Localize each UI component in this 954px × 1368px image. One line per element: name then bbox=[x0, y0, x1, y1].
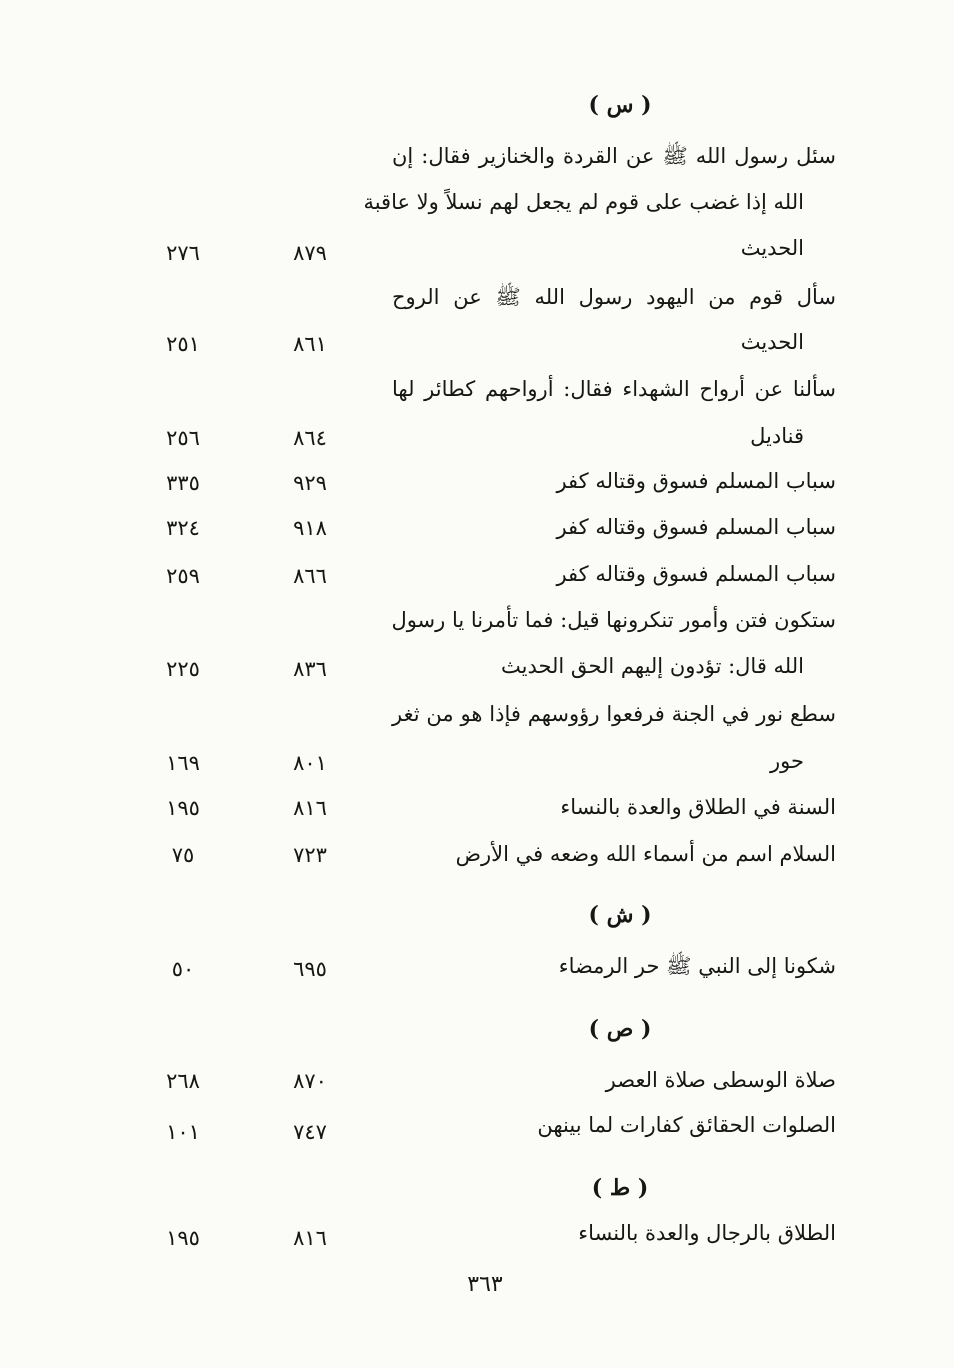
entry-text: الحديث bbox=[740, 236, 804, 260]
entry-text: سطع نور في الجنة فرفعوا رؤوسهم فإذا هو من ثغر bbox=[392, 702, 836, 726]
hadith-number: ٩١٨ bbox=[293, 516, 327, 540]
hadith-number: ٨٦٦ bbox=[293, 564, 327, 588]
entry-text: شكونا إلى النبي ﷺ حر الرمضاء bbox=[558, 954, 836, 978]
page-ref: ١٦٩ bbox=[166, 751, 200, 775]
hadith-number: ٨٧٩ bbox=[293, 241, 327, 265]
entry-text: السلام اسم من أسماء الله وضعه في الأرض bbox=[455, 842, 836, 866]
entry-text: سأل قوم من اليهود رسول الله ﷺ عن الروح bbox=[392, 285, 836, 309]
entry-text: الحديث bbox=[740, 330, 804, 354]
section-letter-sad: ( ص ) bbox=[588, 1016, 652, 1042]
hadith-number: ٧٤٧ bbox=[293, 1120, 327, 1144]
page-number: ٣٦٣ bbox=[467, 1272, 503, 1297]
page-ref: ٣٢٤ bbox=[166, 516, 200, 540]
hadith-number: ٧٢٣ bbox=[293, 843, 327, 867]
entry-text: سباب المسلم فسوق وقتاله كفر bbox=[556, 515, 836, 539]
page-ref: ٢٧٦ bbox=[166, 241, 200, 265]
page-ref: ٣٣٥ bbox=[166, 471, 200, 495]
page-ref: ١٩٥ bbox=[166, 796, 200, 820]
page-ref: ٥٠ bbox=[171, 957, 195, 981]
hadith-number: ٨١٦ bbox=[293, 1226, 327, 1250]
hadith-number: ٨٧٠ bbox=[293, 1069, 327, 1093]
page-ref: ٢٢٥ bbox=[166, 657, 200, 681]
entry-text: سباب المسلم فسوق وقتاله كفر bbox=[556, 469, 836, 493]
hadith-number: ٨٠١ bbox=[293, 751, 327, 775]
entry-text: الله إذا غضب على قوم لم يجعل لهم نسلاً ولا عاقبة bbox=[363, 190, 804, 214]
page-ref: ٢٥١ bbox=[166, 332, 200, 356]
page-ref: ١٩٥ bbox=[166, 1226, 200, 1250]
entry-text: حور bbox=[770, 749, 804, 773]
entry-text: الطلاق بالرجال والعدة بالنساء bbox=[578, 1221, 836, 1245]
entry-text: سباب المسلم فسوق وقتاله كفر bbox=[556, 562, 836, 586]
entry-text: سئل رسول الله ﷺ عن القردة والخنازير فقال: إن bbox=[392, 144, 836, 168]
entry-text: السنة في الطلاق والعدة بالنساء bbox=[560, 795, 836, 819]
hadith-number: ٨٣٦ bbox=[293, 657, 327, 681]
page-ref: ١٠١ bbox=[166, 1120, 200, 1144]
hadith-number: ٨١٦ bbox=[293, 796, 327, 820]
page-ref: ٢٥٦ bbox=[166, 426, 200, 450]
section-letter-sin: ( س ) bbox=[588, 92, 652, 118]
section-letter-shin: ( ش ) bbox=[588, 902, 652, 928]
entry-text: سألنا عن أرواح الشهداء فقال: أرواحهم كطائر لها bbox=[392, 377, 836, 401]
entry-text: صلاة الوسطى صلاة العصر bbox=[605, 1068, 836, 1092]
hadith-number: ٨٦١ bbox=[293, 332, 327, 356]
hadith-number: ٩٢٩ bbox=[293, 471, 327, 495]
hadith-number: ٦٩٥ bbox=[293, 957, 327, 981]
page-ref: ٧٥ bbox=[171, 843, 195, 867]
entry-text: الصلوات الحقائق كفارات لما بينهن bbox=[537, 1113, 836, 1137]
entry-text: قناديل bbox=[750, 424, 804, 448]
entry-text: الله قال: تؤدون إليهم الحق الحديث bbox=[500, 654, 804, 678]
entry-text: ستكون فتن وأمور تنكرونها قيل: فما تأمرنا يا رسول bbox=[391, 608, 836, 632]
hadith-number: ٨٦٤ bbox=[293, 426, 327, 450]
page-ref: ٢٥٩ bbox=[166, 564, 200, 588]
section-letter-ta: ( ط ) bbox=[591, 1175, 649, 1201]
page-ref: ٢٦٨ bbox=[166, 1069, 200, 1093]
